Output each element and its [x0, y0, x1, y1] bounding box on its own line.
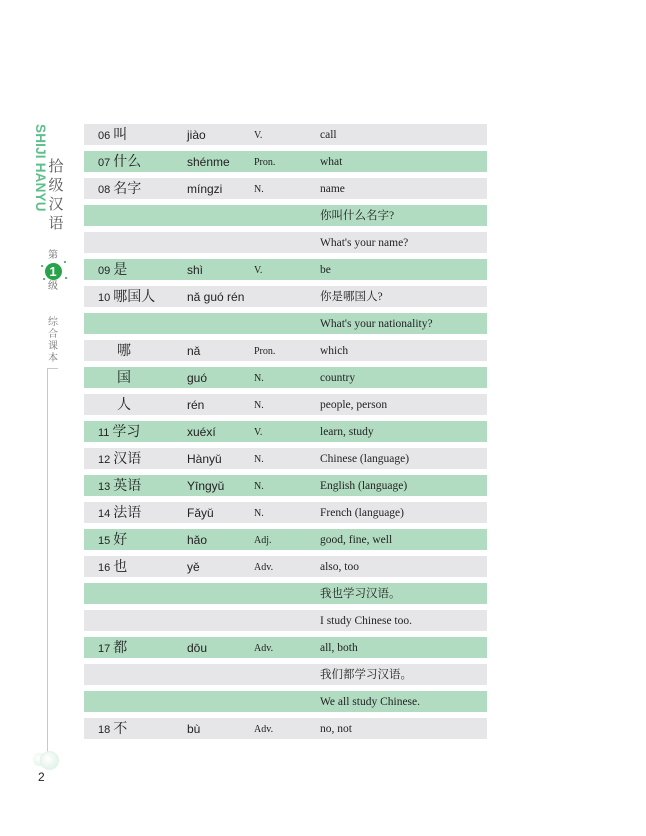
word-cell — [98, 205, 101, 226]
pinyin-cell: Fǎyǔ — [187, 506, 214, 520]
vocab-row — [84, 502, 487, 523]
level-number: 1 — [49, 264, 57, 279]
vocab-row — [84, 178, 487, 199]
word-hanzi: 法语 — [113, 505, 142, 521]
pinyin-cell: bù — [187, 722, 201, 736]
word-number: 08 — [98, 184, 111, 196]
brand-char: 汉 — [48, 197, 64, 213]
vocab-row — [84, 718, 487, 739]
book-type-label — [47, 317, 59, 365]
word-number: 09 — [98, 265, 111, 277]
word-cell — [98, 178, 141, 199]
meaning-cell: Chinese (language) — [320, 453, 410, 465]
part-of-speech-cell: V. — [254, 130, 263, 141]
meaning-cell: be — [320, 264, 331, 276]
vocab-row — [84, 556, 487, 577]
meaning-cell: We all study Chinese. — [320, 696, 421, 708]
vocab-row — [84, 259, 487, 280]
meaning-cell: What's your name? — [320, 237, 409, 249]
meaning-cell: French (language) — [320, 507, 404, 519]
pinyin-cell: xuéxí — [187, 425, 216, 439]
word-cell — [98, 502, 141, 523]
book-type-char: 课 — [48, 341, 58, 352]
word-cell — [98, 313, 101, 334]
part-of-speech-cell: N. — [254, 400, 264, 411]
word-cell — [114, 367, 131, 388]
vocab-row — [84, 583, 487, 604]
vocab-row — [84, 232, 487, 253]
meaning-cell: 我们都学习汉语。 — [320, 669, 412, 681]
pinyin-cell: Hànyǔ — [187, 452, 222, 466]
part-of-speech-cell: N. — [254, 481, 264, 492]
part-of-speech-cell: N. — [254, 508, 264, 519]
vocab-row — [84, 394, 487, 415]
word-hanzi: 汉语 — [113, 451, 142, 467]
word-cell — [98, 421, 140, 442]
word-number: 15 — [98, 535, 111, 547]
meaning-cell: call — [320, 129, 337, 141]
word-hanzi: 都 — [113, 640, 128, 656]
word-hanzi: 叫 — [113, 127, 128, 143]
part-of-speech-cell: Adj. — [254, 535, 272, 546]
word-number: 16 — [98, 562, 111, 574]
word-hanzi: 是 — [113, 262, 128, 278]
level-badge — [40, 250, 66, 293]
part-of-speech-cell: Adv. — [254, 562, 274, 573]
vocab-row — [84, 448, 487, 469]
word-number: 18 — [98, 724, 111, 736]
pinyin-cell: hǎo — [187, 533, 208, 547]
part-of-speech-cell: N. — [254, 184, 264, 195]
vocab-row — [84, 529, 487, 550]
vocab-row — [84, 610, 487, 631]
word-number: 14 — [98, 508, 111, 520]
pinyin-cell: dōu — [187, 641, 208, 655]
part-of-speech-cell: V. — [254, 265, 263, 276]
part-of-speech-cell: N. — [254, 373, 264, 384]
word-hanzi: 也 — [113, 559, 128, 575]
splash-dot — [64, 261, 66, 263]
level-prefix: 第 — [48, 250, 58, 261]
splash-dot — [41, 265, 43, 267]
word-number: 10 — [98, 292, 111, 304]
vocab-row — [84, 205, 487, 226]
part-of-speech-cell: Pron. — [254, 157, 276, 168]
vocab-row — [84, 475, 487, 496]
part-of-speech-cell: V. — [254, 427, 263, 438]
pinyin-cell: Yīngyǔ — [187, 479, 225, 493]
meaning-cell: What's your nationality? — [320, 318, 433, 330]
brand-chinese-title — [48, 158, 64, 234]
word-cell — [98, 475, 141, 496]
word-cell — [98, 529, 127, 550]
margin-rule-tick — [47, 368, 58, 369]
brand-english-title — [33, 124, 47, 234]
word-cell — [98, 637, 127, 658]
part-of-speech-cell: N. — [254, 454, 264, 465]
meaning-cell: what — [320, 156, 343, 168]
word-number: 07 — [98, 157, 111, 169]
vocab-row — [84, 151, 487, 172]
brand-char: 级 — [48, 178, 64, 194]
meaning-cell: also, too — [320, 561, 359, 573]
part-of-speech-cell: Pron. — [254, 346, 276, 357]
word-cell — [98, 583, 101, 604]
word-cell — [98, 664, 101, 685]
meaning-cell: 你叫什么名字? — [320, 210, 395, 222]
splash-dot — [43, 278, 45, 280]
meaning-cell: all, both — [320, 642, 358, 654]
word-number: 13 — [98, 481, 111, 493]
word-cell — [98, 232, 101, 253]
book-type-char: 合 — [48, 329, 58, 340]
pinyin-cell: nǎ — [187, 344, 201, 358]
word-hanzi: 好 — [113, 532, 128, 548]
level-suffix: 级 — [48, 281, 58, 292]
pinyin-cell: guó — [187, 371, 208, 385]
meaning-cell: no, not — [320, 723, 352, 735]
pinyin-cell: shénme — [187, 155, 230, 169]
word-cell — [98, 448, 141, 469]
pinyin-cell: nǎ guó rén — [187, 290, 245, 304]
word-hanzi: 什么 — [113, 154, 142, 170]
pinyin-cell: shì — [187, 263, 204, 277]
margin-rule — [47, 368, 48, 754]
level-number-splash-icon — [45, 263, 62, 280]
word-cell — [98, 286, 155, 307]
word-cell — [114, 340, 131, 361]
word-number: 17 — [98, 643, 111, 655]
word-number: 12 — [98, 454, 111, 466]
meaning-cell: English (language) — [320, 480, 408, 492]
word-cell — [114, 394, 131, 415]
meaning-cell: people, person — [320, 399, 388, 411]
vocab-row — [84, 691, 487, 712]
pinyin-cell: yě — [187, 560, 200, 574]
word-cell — [98, 124, 127, 145]
vocab-row — [84, 313, 487, 334]
word-hanzi: 英语 — [113, 478, 142, 494]
word-hanzi: 人 — [117, 397, 131, 413]
word-cell — [98, 556, 127, 577]
brand-char: 拾 — [48, 159, 64, 175]
word-hanzi: 不 — [113, 721, 128, 737]
word-cell — [98, 610, 101, 631]
word-cell — [98, 691, 101, 712]
pinyin-cell: míngzi — [187, 182, 223, 196]
brand-char: 语 — [48, 216, 64, 232]
book-type-char: 本 — [48, 353, 58, 364]
word-hanzi: 哪 — [117, 343, 131, 359]
splash-dot — [65, 277, 67, 279]
vocab-row — [84, 664, 487, 685]
word-cell — [98, 718, 127, 739]
word-hanzi: 名字 — [113, 181, 142, 197]
vocab-row — [84, 421, 487, 442]
meaning-cell: name — [320, 183, 345, 195]
word-hanzi: 国 — [117, 370, 131, 386]
word-number: 06 — [98, 130, 111, 142]
book-type-char: 综 — [48, 317, 58, 328]
meaning-cell: good, fine, well — [320, 534, 393, 546]
part-of-speech-cell: Adv. — [254, 724, 274, 735]
word-cell — [98, 259, 127, 280]
meaning-cell: I study Chinese too. — [320, 615, 412, 627]
meaning-cell: learn, study — [320, 426, 374, 438]
page-number: 2 — [38, 770, 45, 784]
meaning-cell: which — [320, 345, 349, 357]
word-cell — [98, 151, 141, 172]
vocab-row — [84, 367, 487, 388]
brand-english-text: SHIJI HANYU — [33, 124, 48, 212]
word-number: 11 — [98, 427, 110, 439]
vocab-row — [84, 637, 487, 658]
bubble-decoration-icon — [40, 751, 59, 770]
vocab-row — [84, 286, 487, 307]
vocab-row — [84, 340, 487, 361]
meaning-cell: 你是哪国人? — [320, 291, 383, 303]
vocab-row — [84, 124, 487, 145]
word-hanzi: 哪国人 — [113, 289, 156, 305]
word-hanzi: 学习 — [112, 424, 141, 440]
pinyin-cell: jiào — [187, 128, 206, 142]
meaning-cell: 我也学习汉语。 — [320, 588, 401, 600]
meaning-cell: country — [320, 372, 356, 384]
part-of-speech-cell: Adv. — [254, 643, 274, 654]
pinyin-cell: rén — [187, 398, 205, 412]
vocabulary-table — [84, 124, 487, 745]
